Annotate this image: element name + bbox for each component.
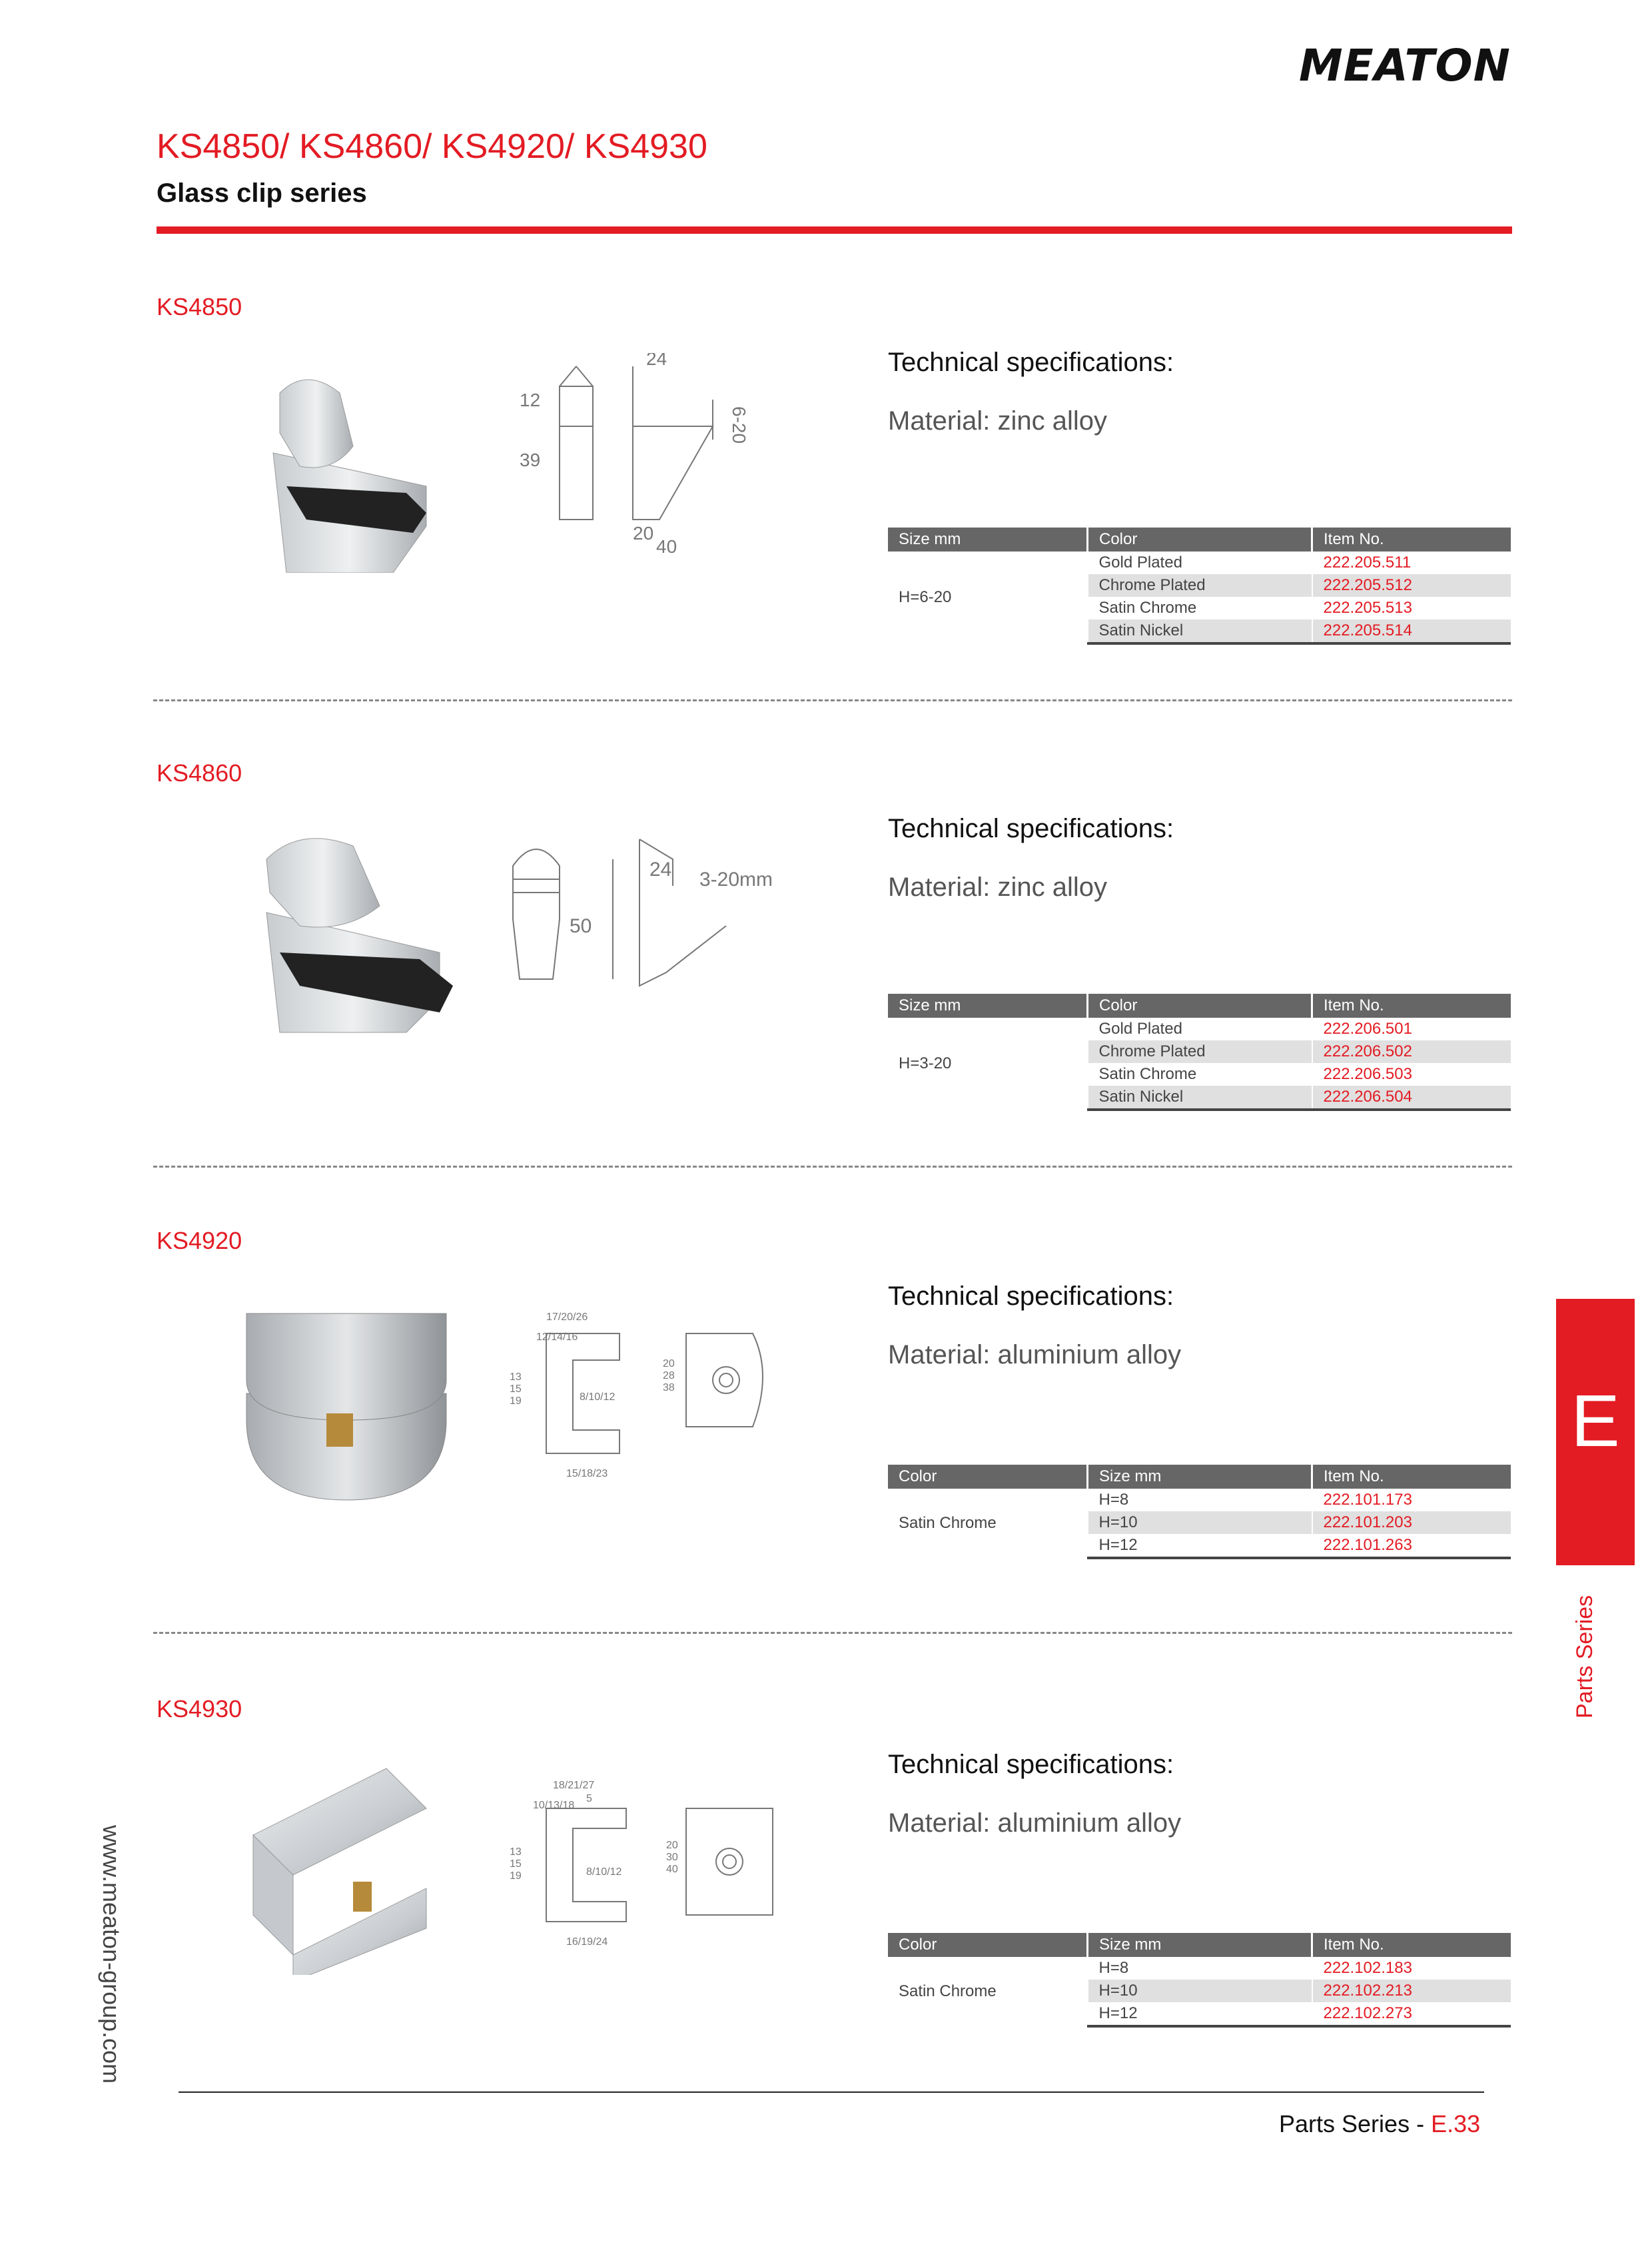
dimension-label: 28 [663,1370,675,1381]
dimension-label: 3-20mm [699,869,773,891]
dimension-label: 39 [520,450,541,470]
dimension-label: 17/20/26 [546,1311,588,1323]
variant-cell: Gold Plated [1098,554,1182,571]
page-number: 33 [1453,2110,1481,2137]
variant-cell: H=8 [1098,1491,1129,1509]
product-section-ks4860 [0,759,1652,1226]
dimension-label: 15/18/23 [566,1468,608,1479]
column-header: Size mm [888,528,1088,552]
technical-drawing [506,353,819,553]
size-cell: H=6-20 [888,552,1088,643]
technical-drawing [506,1287,819,1487]
dimension-label: 38 [663,1382,675,1393]
dimension-label: 15 [510,1383,522,1395]
dimension-label: 50 [570,915,592,937]
column-header: Color [1088,994,1312,1018]
product-photo [240,1755,460,1975]
dimension-label: 5 [586,1793,592,1804]
dimension-label: 18/21/27 [553,1780,595,1791]
variant-cell: Satin Nickel [1088,619,1312,643]
dimension-label: 12 [520,390,541,410]
item-number-cell: 222.206.502 [1312,1040,1511,1063]
column-header: Item No. [1312,528,1511,552]
footer-section-letter: E. [1431,2110,1454,2137]
item-number-cell: 222.205.514 [1312,619,1511,643]
material-text: Material: aluminium alloy [888,1808,1182,1838]
dimension-label: 15 [510,1858,522,1870]
dimension-label: 24 [649,859,672,881]
table-row [888,1018,1511,1040]
spec-table [888,1465,1511,1559]
table-row [888,1489,1511,1511]
column-header: Size mm [1088,1465,1312,1489]
column-header: Item No. [1312,1465,1511,1489]
column-header: Color [888,1465,1088,1489]
product-code: KS4920 [157,1227,242,1254]
variant-cell: Chrome Plated [1088,574,1312,597]
spec-table [888,1933,1511,2028]
item-number-cell: 222.205.513 [1312,597,1511,619]
tech-specs-heading: Technical specifications: [888,1750,1174,1779]
table-row [888,552,1511,574]
dimension-label: 20 [663,1358,675,1369]
column-header: Item No. [1312,1933,1511,1957]
item-number-cell: 222.205.511 [1312,552,1511,574]
product-section-ks4850 [0,293,1652,759]
section-divider [153,1166,1512,1168]
column-header: Color [1088,528,1312,552]
dimension-label: 24 [646,353,667,369]
variant-cell: H=12 [1088,2002,1312,2026]
product-code: KS4860 [157,759,242,787]
product-photo [240,1287,460,1507]
section-divider [153,699,1512,701]
variant-cell: H=12 [1088,1534,1312,1558]
dimension-label: 16/19/24 [566,1936,608,1948]
column-header: Size mm [888,994,1088,1018]
dimension-label: 19 [510,1870,522,1882]
product-photo [240,353,460,573]
variant-cell: Satin Chrome [1098,1065,1197,1083]
brand-logo [1299,40,1511,91]
dimension-label: 6-20 [729,406,749,444]
dimension-label: 12/14/16 [536,1331,578,1343]
dimension-label: 8/10/12 [586,1866,622,1878]
product-code: KS4850 [157,293,242,320]
item-number-cell: 222.206.504 [1312,1086,1511,1110]
variant-cell: Satin Chrome [1098,599,1197,617]
page-title: KS4850/ KS4860/ KS4920/ KS4930 [157,127,707,166]
column-header: Size mm [1088,1933,1312,1957]
item-number-cell: 222.102.213 [1312,1980,1511,2002]
spec-table [888,528,1511,645]
dimension-label: 20 [633,523,654,544]
dimension-label: 20 [666,1840,678,1851]
variant-cell: H=8 [1098,1959,1129,1977]
material-text: Material: zinc alloy [888,873,1108,902]
dimension-label: 40 [666,1864,678,1875]
item-number-cell: 222.102.273 [1312,2002,1511,2026]
item-number-cell: 222.102.183 [1312,1957,1511,1980]
table-row [888,1957,1511,1980]
dimension-label: 10/13/18 [533,1800,575,1811]
dimension-label: 30 [666,1852,678,1863]
tech-specs-heading: Technical specifications: [888,814,1174,843]
page-subtitle: Glass clip series [157,179,367,208]
dimension-label: 40 [656,536,677,553]
item-number-cell: 222.206.503 [1312,1063,1511,1086]
product-photo [240,819,460,1039]
header-divider [157,226,1512,234]
section-tab-letter: E [1571,1380,1620,1462]
tech-specs-heading: Technical specifications: [888,348,1174,377]
size-cell: H=3-20 [888,1018,1088,1110]
footer-divider [179,2091,1484,2093]
variant-cell: H=10 [1088,1980,1312,2002]
material-text: Material: zinc alloy [888,406,1108,436]
item-number-cell: 222.101.263 [1312,1534,1511,1558]
product-code: KS4930 [157,1695,242,1722]
color-cell: Satin Chrome [888,1957,1088,2026]
dimension-label: 13 [510,1846,522,1858]
technical-drawing [506,1755,819,1955]
dimension-label: 19 [510,1395,522,1407]
item-number-cell: 222.205.512 [1312,574,1511,597]
variant-cell: Chrome Plated [1088,1040,1312,1063]
website-url: www.meaton-group.com [98,1825,125,2084]
column-header: Color [888,1933,1088,1957]
brand-logo-text: MEATON [1299,40,1511,91]
product-section-ks4920 [0,1227,1652,1693]
spec-table [888,994,1511,1111]
item-number-cell: 222.206.501 [1312,1018,1511,1040]
color-cell: Satin Chrome [888,1489,1088,1558]
section-divider [153,1632,1512,1634]
section-tab-label: Parts Series [1572,1595,1597,1718]
dimension-label: 8/10/12 [580,1391,616,1403]
tech-specs-heading: Technical specifications: [888,1282,1174,1311]
material-text: Material: aluminium alloy [888,1340,1182,1369]
technical-drawing [506,819,819,1019]
page-footer [1279,2110,1480,2138]
item-number-cell: 222.101.203 [1312,1511,1511,1534]
variant-cell: Gold Plated [1098,1020,1182,1038]
variant-cell: H=10 [1088,1511,1312,1534]
column-header: Item No. [1312,994,1511,1018]
variant-cell: Satin Nickel [1088,1086,1312,1110]
footer-section-name: Parts Series - [1279,2110,1432,2137]
item-number-cell: 222.101.173 [1312,1489,1511,1511]
dimension-label: 13 [510,1371,522,1383]
